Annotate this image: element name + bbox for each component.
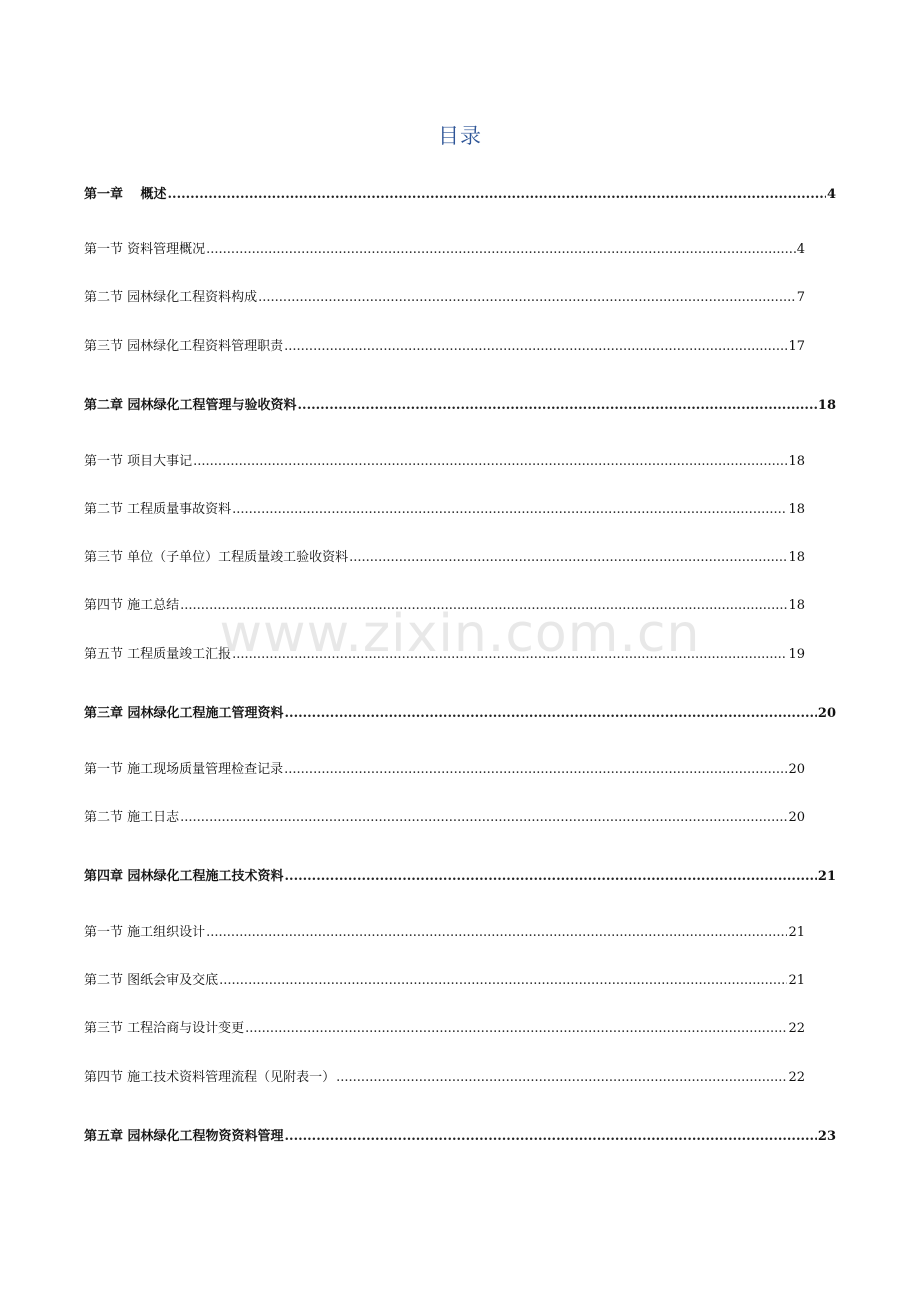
toc-dot-leader — [285, 705, 817, 723]
toc-entry-label: 第五节 工程质量竣工汇报 — [84, 647, 232, 662]
toc-page-number: 23 — [817, 1129, 836, 1144]
toc-dot-leader — [349, 549, 787, 567]
toc-entry-label: 第四节 施工总结 — [84, 598, 180, 613]
toc-dot-leader — [193, 453, 787, 471]
toc-section-entry[interactable] — [84, 972, 805, 990]
toc-chapter-entry[interactable] — [84, 868, 836, 886]
toc-section-entry[interactable] — [84, 289, 805, 307]
toc-section-entry[interactable] — [84, 1069, 805, 1087]
toc-page-number: 18 — [788, 502, 805, 517]
toc-section-entry[interactable] — [84, 597, 805, 615]
toc-entry-label: 第四章 园林绿化工程施工技术资料 — [84, 869, 284, 884]
toc-dot-leader — [258, 289, 796, 307]
toc-page-number: 20 — [817, 706, 836, 721]
toc-entry-label: 第二节 图纸会审及交底 — [84, 973, 219, 988]
toc-dot-leader — [206, 241, 796, 259]
toc-entry-label: 第一节 施工组织设计 — [84, 925, 206, 940]
toc-section-entry[interactable] — [84, 549, 805, 567]
toc-dot-leader — [206, 924, 787, 942]
toc-section-entry[interactable] — [84, 501, 805, 519]
toc-page-number: 21 — [817, 869, 836, 884]
toc-page-number: 7 — [796, 290, 805, 305]
toc-chapter-entry[interactable] — [84, 186, 836, 204]
toc-entry-label: 第五章 园林绿化工程物资资料管理 — [84, 1129, 284, 1144]
toc-page-number: 20 — [788, 810, 805, 825]
toc-dot-leader — [219, 972, 787, 990]
toc-dot-leader — [336, 1069, 787, 1087]
toc-chapter-entry[interactable] — [84, 1128, 836, 1146]
toc-entry-label: 第三节 工程洽商与设计变更 — [84, 1021, 245, 1036]
toc-page-number: 20 — [788, 762, 805, 777]
toc-entry-label: 第一节 施工现场质量管理检查记录 — [84, 762, 284, 777]
toc-entry-label: 第二章 园林绿化工程管理与验收资料 — [84, 398, 297, 413]
toc-section-entry[interactable] — [84, 809, 805, 827]
toc-page-number: 21 — [788, 973, 805, 988]
toc-section-entry[interactable] — [84, 646, 805, 664]
toc-page-number: 18 — [788, 598, 805, 613]
toc-entry-label: 第一章 概述 — [84, 187, 167, 202]
toc-section-entry[interactable] — [84, 453, 805, 471]
toc-page-number: 22 — [788, 1021, 805, 1036]
toc-section-entry[interactable] — [84, 761, 805, 779]
toc-page-number: 18 — [817, 398, 836, 413]
toc-entry-label: 第三节 园林绿化工程资料管理职责 — [84, 339, 284, 354]
toc-page-number: 18 — [788, 454, 805, 469]
toc-entry-label: 第三节 单位（子单位）工程质量竣工验收资料 — [84, 550, 349, 565]
toc-dot-leader — [285, 1128, 817, 1146]
toc-page-number: 22 — [788, 1070, 805, 1085]
toc-dot-leader — [298, 397, 817, 415]
toc-entry-label: 第三章 园林绿化工程施工管理资料 — [84, 706, 284, 721]
toc-page-number: 4 — [826, 187, 836, 202]
toc-dot-leader — [284, 338, 787, 356]
toc-entry-label: 第一节 资料管理概况 — [84, 242, 206, 257]
toc-dot-leader — [245, 1020, 787, 1038]
toc-page-number: 21 — [788, 925, 805, 940]
toc-entry-label: 第四节 施工技术资料管理流程（见附表一） — [84, 1070, 336, 1085]
toc-dot-leader — [285, 868, 817, 886]
toc-dot-leader — [232, 501, 787, 519]
toc-page-number: 4 — [796, 242, 805, 257]
toc-dot-leader — [232, 646, 787, 664]
toc-section-entry[interactable] — [84, 1020, 805, 1038]
toc-entry-label: 第二节 工程质量事故资料 — [84, 502, 232, 517]
page-title: 目录 — [438, 124, 482, 148]
toc-dot-leader — [180, 597, 787, 615]
toc-page-number: 18 — [788, 550, 805, 565]
watermark-text: www.zixin.com.cn — [219, 604, 701, 664]
toc-dot-leader — [284, 761, 787, 779]
toc-entry-label: 第二节 园林绿化工程资料构成 — [84, 290, 258, 305]
toc-page-number: 17 — [788, 339, 805, 354]
toc-chapter-entry[interactable] — [84, 705, 836, 723]
toc-section-entry[interactable] — [84, 241, 805, 259]
toc-entry-label: 第二节 施工日志 — [84, 810, 180, 825]
toc-entry-label: 第一节 项目大事记 — [84, 454, 193, 469]
toc-chapter-entry[interactable] — [84, 397, 836, 415]
toc-section-entry[interactable] — [84, 924, 805, 942]
toc-page-number: 19 — [788, 647, 805, 662]
toc-dot-leader — [168, 186, 826, 204]
toc-dot-leader — [180, 809, 787, 827]
toc-section-entry[interactable] — [84, 338, 805, 356]
